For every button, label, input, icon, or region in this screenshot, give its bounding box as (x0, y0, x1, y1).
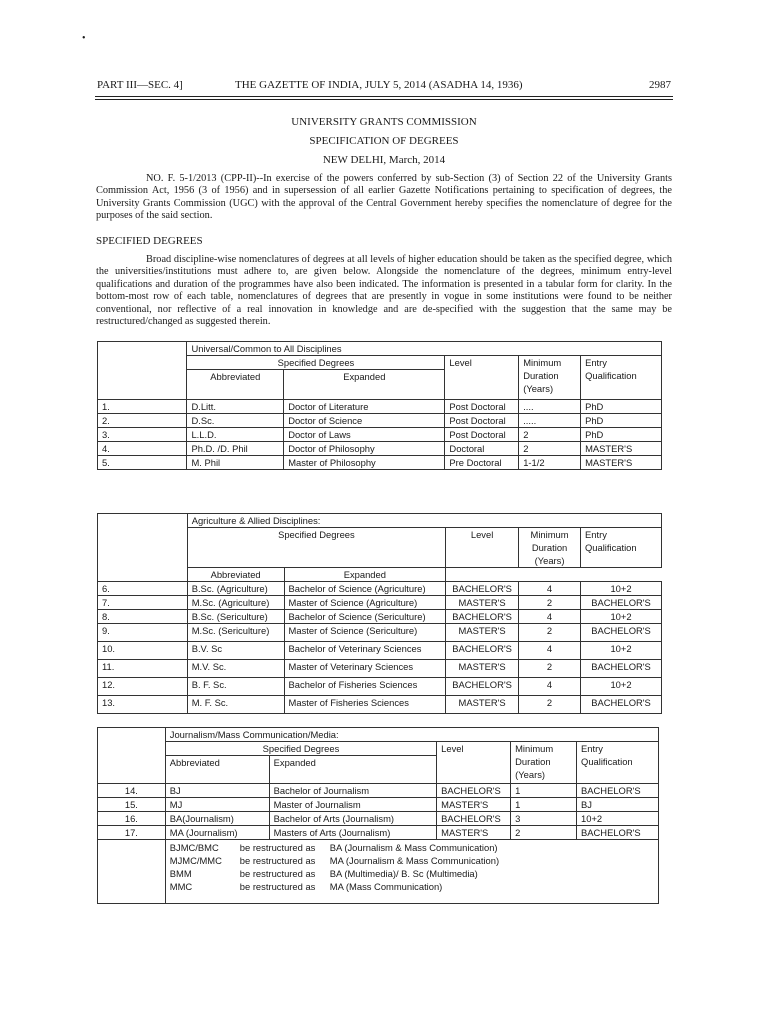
category-label: Journalism/Mass Communication/Media: (165, 728, 658, 742)
table-cell: BJ (577, 798, 659, 812)
table-cell: Master of Philosophy (284, 456, 445, 470)
table-cell: MA (Journalism) (165, 826, 269, 840)
table-cell: 12. (98, 678, 188, 696)
table-cell: 9. (98, 624, 188, 642)
table-cell: 2 (519, 624, 581, 642)
table-cell: 10+2 (577, 812, 659, 826)
table-agriculture (97, 513, 662, 714)
table-cell: 1 (511, 784, 577, 798)
section-title: SPECIFIED DEGREES (96, 235, 203, 247)
table-cell: Master of Science (Sericulture) (284, 624, 446, 642)
table-row (98, 798, 659, 812)
table-cell: 13. (98, 696, 188, 714)
page-number: 2987 (649, 79, 671, 91)
table-cell: 10+2 (581, 642, 662, 660)
table-cell: PhD (581, 400, 662, 414)
table-row (98, 582, 662, 596)
col-level: Level (437, 742, 511, 784)
table-cell: 7. (98, 596, 188, 610)
table-cell: 10+2 (581, 582, 662, 596)
table-cell: M.Sc. (Sericulture) (187, 624, 284, 642)
table-cell: 2 (519, 696, 581, 714)
table-cell: MJ (165, 798, 269, 812)
table-cell: Post Doctoral (445, 428, 519, 442)
table-cell: 2 (519, 596, 581, 610)
table-cell: MASTER'S (437, 826, 511, 840)
table-cell: MASTER'S (446, 660, 519, 678)
scan-speck: • (82, 33, 86, 44)
table-universal (97, 341, 662, 470)
col-entry-qualification: Entry Qualification (581, 356, 662, 400)
table-cell: BA(Journalism) (165, 812, 269, 826)
table-cell: ..... (519, 414, 581, 428)
col-abbreviated: Abbreviated (187, 568, 284, 582)
table-row (98, 784, 659, 798)
table-cell: 11. (98, 660, 188, 678)
table-row (98, 610, 662, 624)
table-cell (519, 568, 581, 582)
table-cell: BJ (165, 784, 269, 798)
table-cell (165, 840, 658, 904)
table-cell: Bachelor of Science (Agriculture) (284, 582, 446, 596)
table-cell: Bachelor of Arts (Journalism) (269, 812, 437, 826)
restructure-note: MMC be restructured as MA (Mass Communication) (169, 881, 443, 892)
heading-commission: UNIVERSITY GRANTS COMMISSION (291, 116, 477, 128)
table-row (98, 812, 659, 826)
table-cell: BACHELOR'S (437, 784, 511, 798)
table-cell (98, 342, 187, 400)
col-expanded: Expanded (269, 756, 437, 784)
table-cell: B.Sc. (Agriculture) (187, 582, 284, 596)
table-cell: BACHELOR'S (581, 624, 662, 642)
notification-paragraph: NO. F. 5-1/2013 (CPP-II)--In exercise of the powers conferred by sub-Section (3) of Section 22 of the University Grants Commission Act, 1956 (3 of 1956) and in supersession of all earlier Gazette Notifications pertaining to specification of degrees, the University Grants Commission (UGC) with the approval of the Central Government hereby specifies the nomenclature of degree for the purposes of the said section. (96, 173, 672, 222)
table-row (98, 642, 662, 660)
table-cell: Doctoral (445, 442, 519, 456)
table-cell: 2 (519, 442, 581, 456)
col-level: Level (446, 528, 519, 568)
table-cell: 3 (511, 812, 577, 826)
table-cell: D.Sc. (187, 414, 284, 428)
table-cell: Master of Veterinary Sciences (284, 660, 446, 678)
table-cell: 10. (98, 642, 188, 660)
table-cell: 4 (519, 610, 581, 624)
table-cell: D.Litt. (187, 400, 284, 414)
table-cell: 14. (98, 784, 166, 798)
table-cell: B.Sc. (Sericulture) (187, 610, 284, 624)
table-cell: PhD (581, 428, 662, 442)
col-abbreviated: Abbreviated (187, 370, 284, 400)
table-cell (98, 840, 166, 904)
table-cell: BACHELOR'S (446, 582, 519, 596)
table-cell: Master of Fisheries Sciences (284, 696, 446, 714)
table-cell: BACHELOR'S (581, 660, 662, 678)
table-cell: Doctor of Literature (284, 400, 445, 414)
table-row (98, 414, 662, 428)
table-cell: MASTER'S (437, 798, 511, 812)
table-cell: 3. (98, 428, 187, 442)
table-cell (446, 568, 519, 582)
header-rule (95, 96, 673, 97)
col-entry-qualification: Entry Qualification (577, 742, 659, 784)
table-cell: Bachelor of Veterinary Sciences (284, 642, 446, 660)
table-cell: 4 (519, 642, 581, 660)
table-row (98, 678, 662, 696)
table-row (98, 428, 662, 442)
table-row (98, 596, 662, 610)
col-min-duration: Minimum Duration (Years) (511, 742, 577, 784)
table-cell: M. Phil (187, 456, 284, 470)
table-cell: Bachelor of Science (Sericulture) (284, 610, 446, 624)
table-cell: MASTER'S (581, 442, 662, 456)
table-cell: BACHELOR'S (577, 826, 659, 840)
table-cell: PhD (581, 414, 662, 428)
restructure-note: BJMC/BMC be restructured as BA (Journalism & Mass Communication) (169, 842, 498, 853)
table-journalism (97, 727, 659, 904)
col-specified-degrees: Specified Degrees (165, 742, 436, 756)
col-abbreviated: Abbreviated (165, 756, 269, 784)
table-cell: MASTER'S (446, 624, 519, 642)
table-cell: 15. (98, 798, 166, 812)
table-cell: Post Doctoral (445, 400, 519, 414)
table-row (98, 826, 659, 840)
table-cell: BACHELOR'S (446, 678, 519, 696)
heading-specification: SPECIFICATION OF DEGREES (309, 135, 459, 147)
table-cell: 10+2 (581, 678, 662, 696)
table-cell: 4 (519, 678, 581, 696)
col-expanded: Expanded (284, 370, 445, 400)
table-cell: Bachelor of Journalism (269, 784, 437, 798)
table-cell: 4. (98, 442, 187, 456)
table-cell: 10+2 (581, 610, 662, 624)
table-cell: BACHELOR'S (437, 812, 511, 826)
table-cell: B. F. Sc. (187, 678, 284, 696)
table-cell: 2. (98, 414, 187, 428)
table-cell: MASTER'S (581, 456, 662, 470)
table-cell: BACHELOR'S (581, 696, 662, 714)
table-cell (98, 514, 188, 582)
table-cell: 1-1/2 (519, 456, 581, 470)
table-row (98, 660, 662, 678)
table-cell: Doctor of Philosophy (284, 442, 445, 456)
table-cell: MASTER'S (446, 596, 519, 610)
table-cell: BACHELOR'S (577, 784, 659, 798)
table-cell: 2 (511, 826, 577, 840)
table-cell: Master of Journalism (269, 798, 437, 812)
table-cell: Ph.D. /D. Phil (187, 442, 284, 456)
table-cell: Bachelor of Fisheries Sciences (284, 678, 446, 696)
table-cell: M. F. Sc. (187, 696, 284, 714)
col-specified-degrees: Specified Degrees (187, 528, 445, 568)
part-section: PART III—SEC. 4] (97, 79, 183, 91)
table-cell: Post Doctoral (445, 414, 519, 428)
table-cell: Master of Science (Agriculture) (284, 596, 446, 610)
table-row (98, 442, 662, 456)
table-cell: 2 (519, 428, 581, 442)
category-label: Agriculture & Allied Disciplines: (187, 514, 661, 528)
table-cell: MASTER'S (446, 696, 519, 714)
table-cell: 16. (98, 812, 166, 826)
heading-place-date: NEW DELHI, March, 2014 (322, 154, 446, 166)
table-cell: 5. (98, 456, 187, 470)
table-row (98, 696, 662, 714)
table-cell: 4 (519, 582, 581, 596)
table-cell: Masters of Arts (Journalism) (269, 826, 437, 840)
col-entry-qualification: Entry Qualification (581, 528, 662, 568)
col-min-duration: Minimum Duration (Years) (519, 528, 581, 568)
table-cell: Doctor of Science (284, 414, 445, 428)
table-cell: M.V. Sc. (187, 660, 284, 678)
table-cell: 2 (519, 660, 581, 678)
table-cell: BACHELOR'S (446, 610, 519, 624)
table-cell: BACHELOR'S (581, 596, 662, 610)
restructure-note: BMM be restructured as BA (Multimedia)/ B. Sc (Multimedia) (169, 868, 478, 879)
table-cell: M.Sc. (Agriculture) (187, 596, 284, 610)
table-cell: .... (519, 400, 581, 414)
table-cell: 17. (98, 826, 166, 840)
table-cell: 6. (98, 582, 188, 596)
intro-paragraph: Broad discipline-wise nomenclatures of degrees at all levels of higher education should be taken as the specified degree, which the universities/institutions must adhere to, are given below. Alongside the nomenclature of the degrees, minimum entry-level qualifications and duration of the programmes have also been indicated. The information is presented in a tabular form for clarity. In the bottom-most row of each table, nomenclatures of degrees that are presently in vogue in some institutions were found to be neither conventional, nor reflective of a real innovation in knowledge and are de-specified with the suggestion that the same may be restructured/changed as suggested therein. (96, 254, 672, 328)
table-cell: L.L.D. (187, 428, 284, 442)
gazette-title: THE GAZETTE OF INDIA, JULY 5, 2014 (ASADHA 14, 1936) (235, 79, 523, 91)
table-cell: Pre Doctoral (445, 456, 519, 470)
category-label: Universal/Common to All Disciplines (187, 342, 662, 356)
header-rule (95, 99, 673, 100)
table-cell: B.V. Sc (187, 642, 284, 660)
table-row (98, 456, 662, 470)
col-expanded: Expanded (284, 568, 446, 582)
table-row (98, 624, 662, 642)
restructure-row (98, 840, 659, 904)
table-cell: BACHELOR'S (446, 642, 519, 660)
table-cell: 8. (98, 610, 188, 624)
table-cell (581, 568, 662, 582)
table-cell (98, 728, 166, 784)
restructure-note: MJMC/MMC be restructured as MA (Journalism & Mass Communication) (169, 855, 500, 866)
table-cell: Doctor of Laws (284, 428, 445, 442)
col-min-duration: Minimum Duration (Years) (519, 356, 581, 400)
table-cell: 1. (98, 400, 187, 414)
col-level: Level (445, 356, 519, 400)
table-row (98, 400, 662, 414)
table-cell: 1 (511, 798, 577, 812)
col-specified-degrees: Specified Degrees (187, 356, 445, 370)
